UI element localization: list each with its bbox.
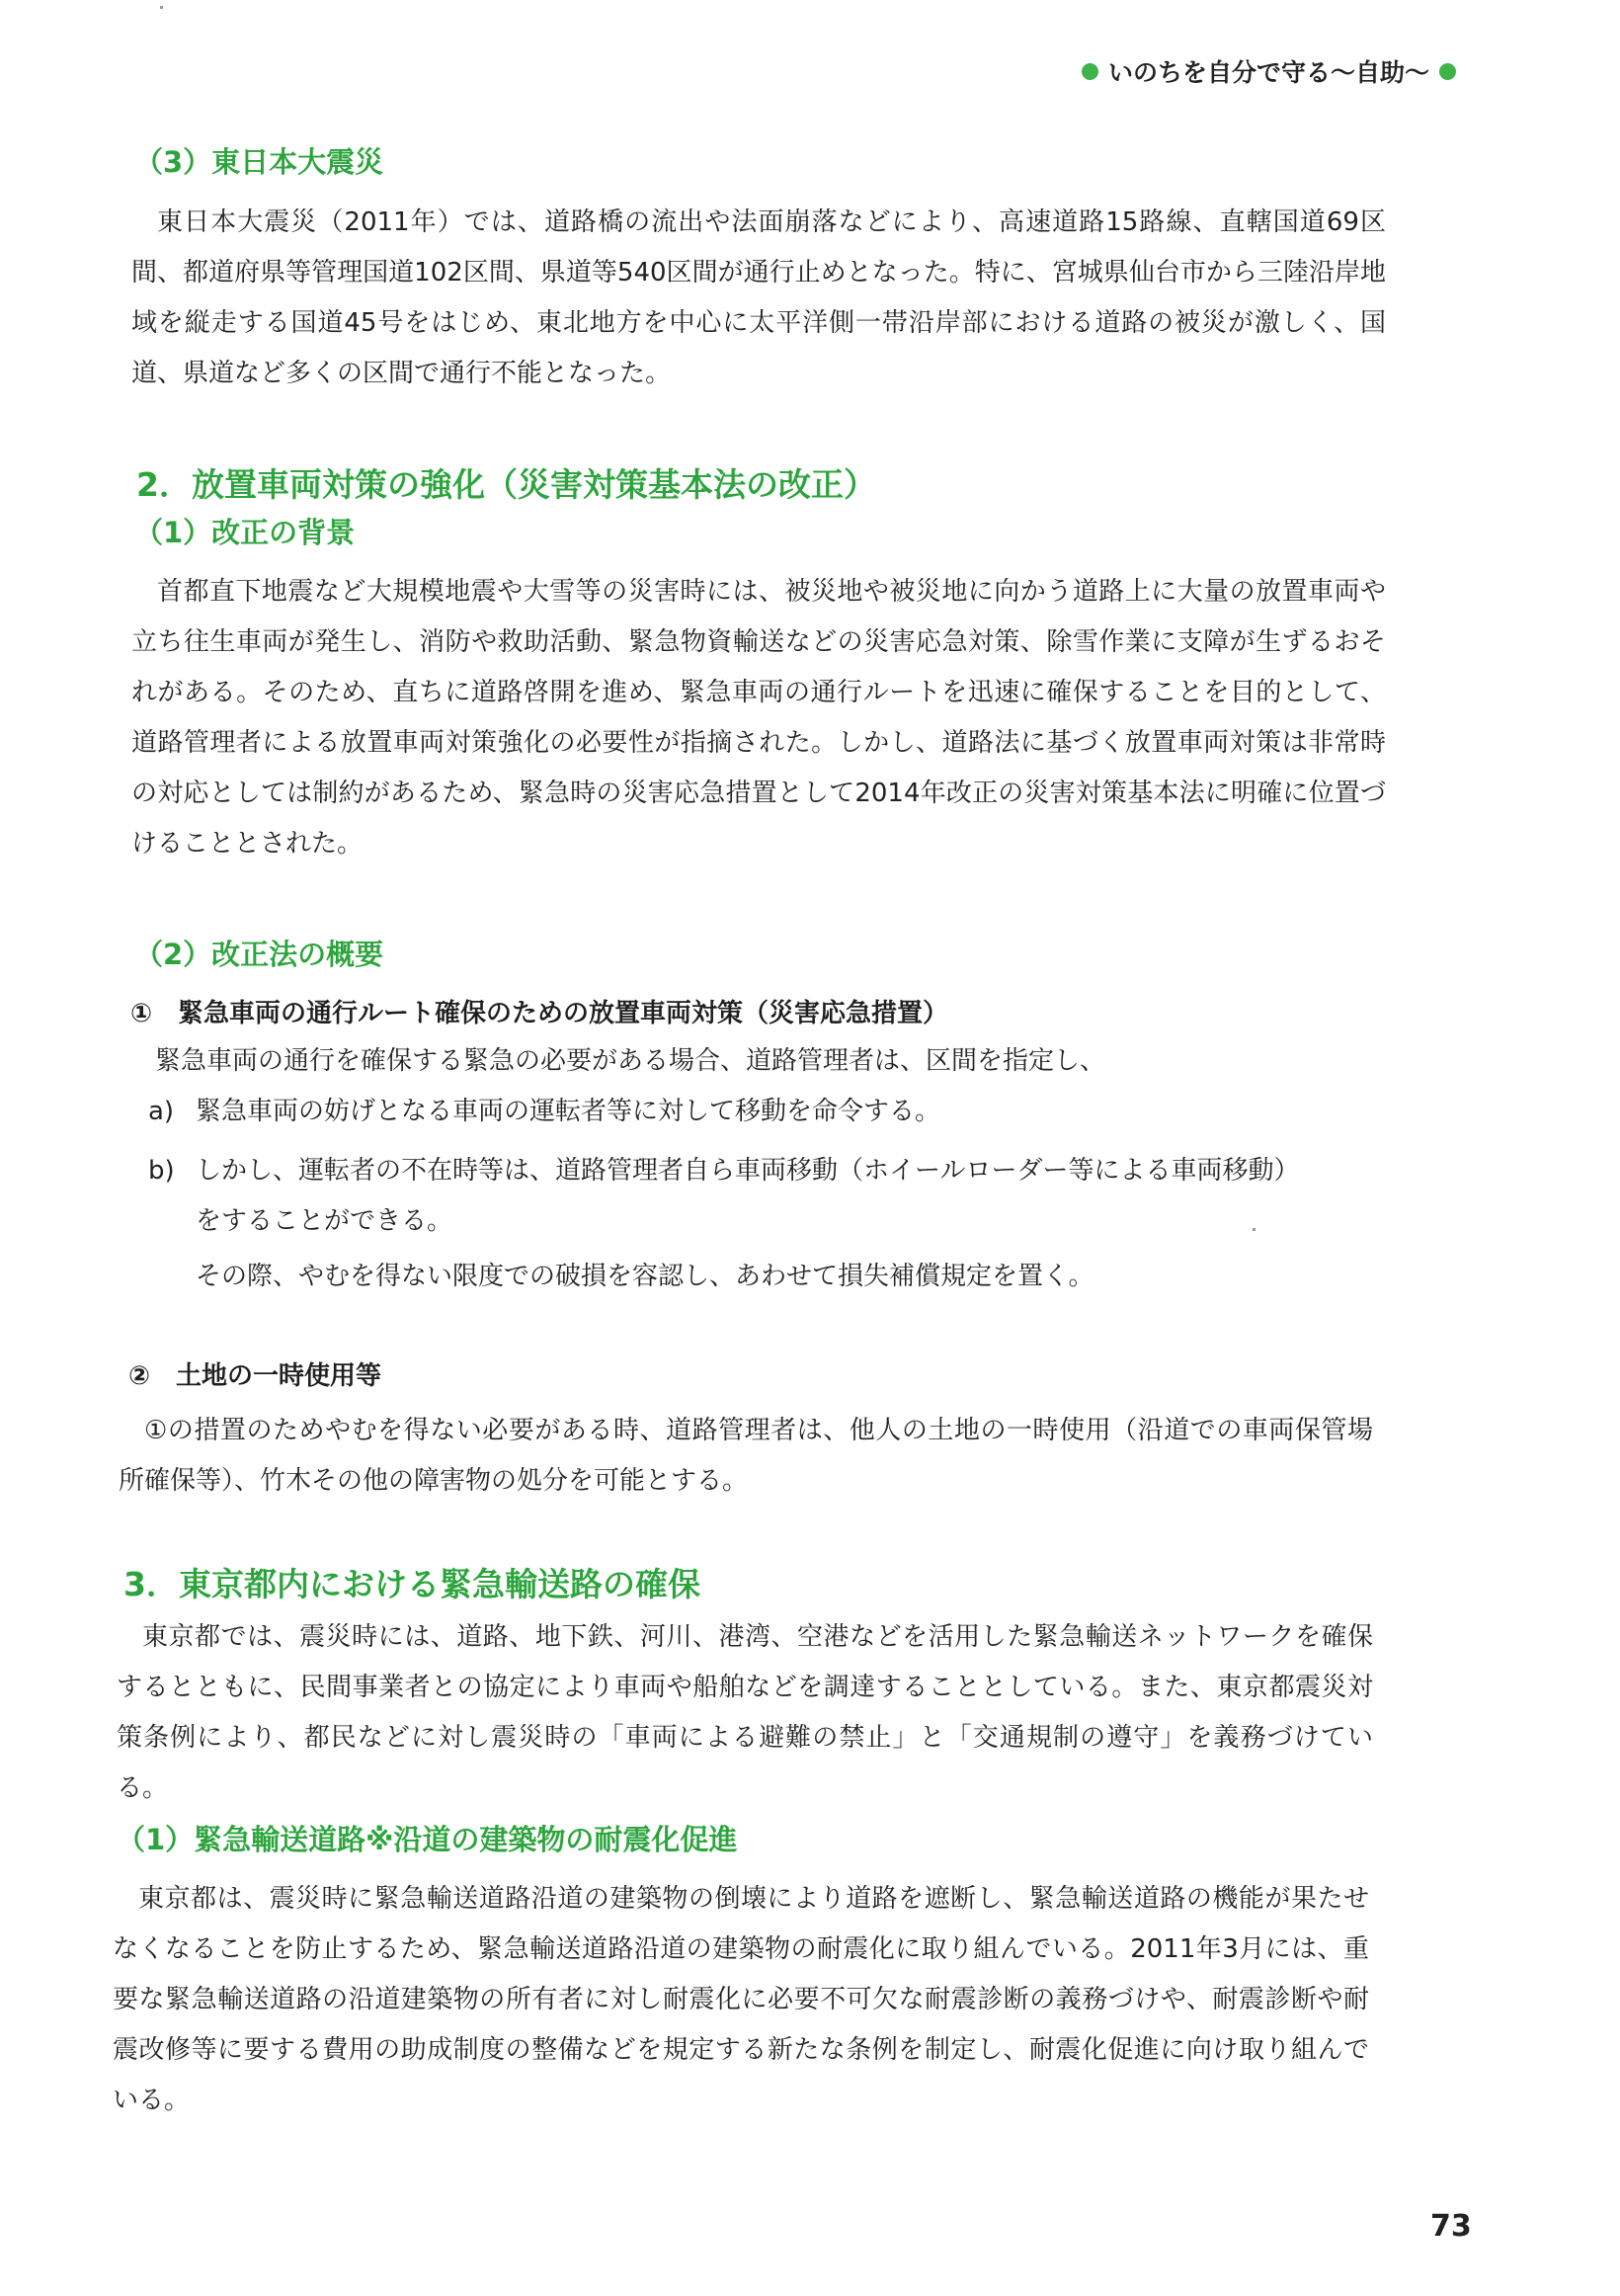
subheading-background: （1）改正の背景: [134, 516, 356, 549]
section-heading-tokyo-routes: 3．東京都内における緊急輸送路の確保: [123, 1565, 700, 1603]
paragraph-seismic-retrofit: 東京都は、震災時に緊急輸送道路沿道の建築物の倒壊により道路を遮断し、緊急輸送道路の機能が果たせなくなることを防止するため、緊急輸送道路沿道の建築物の耐震化に取り組んでいる。2011年3月には、重要な緊急輸送道路の沿道建築物の所有者に対し耐震化に必要不可欠な耐震診断の義務づけや、耐震診断や耐震改修等に要する費用の助成制度の整備などを規定する新たな条例を制定し、耐震化促進に向け取り組んでいる。: [113, 1884, 1369, 2115]
list-marker-a: a): [148, 1097, 175, 1126]
subheading-law-overview: （2）改正法の概要: [134, 938, 384, 971]
scan-speck: [1253, 1228, 1256, 1231]
subheading-seismic-retrofit: （1）緊急輸送道路※沿道の建築物の耐震化促進: [117, 1823, 738, 1856]
paragraph-east-japan: 東日本大震災（2011年）では、道路橋の流出や法面崩落などにより、高速道路15路線、直轄国道69区間、都道府県等管理国道102区間、県道等540区間が通行止めとなった。特に、宮城県仙台市から三陸沿岸地域を縦走する国道45号をはじめ、東北地方を中心に太平洋側一帯沿岸部における道路の被災が激しく、国道、県道など多くの区間で通行不能となった。: [131, 207, 1386, 388]
list-item-a: 緊急車両の妨げとなる車両の運転者等に対して移動を命令する。: [196, 1097, 941, 1126]
item-heading-route-securing: ① 緊急車両の通行ルート確保のための放置車両対策（災害応急措置）: [130, 999, 949, 1028]
list-item-b-line1: しかし、運転者の不在時等は、道路管理者自ら車両移動（ホイールローダー等による車両移動）: [196, 1156, 1300, 1186]
scan-speck: [160, 6, 163, 9]
paragraph-background: 首都直下地震など大規模地震や大雪等の災害時には、被災地や被災地に向かう道路上に大量の放置車両や立ち往生車両が発生し、消防や救助活動、緊急物資輸送などの災害応急対策、除雪作業に支障が生ずるおそれがある。そのため、直ちに道路啓開を進め、緊急車両の通行ルートを迅速に確保することを目的として、道路管理者による放置車両対策強化の必要性が指摘された。しかし、道路法に基づく放置車両対策は非常時の対応としては制約があるため、緊急時の災害応急措置として2014年改正の災害対策基本法に明確に位置づけることとされた。: [131, 577, 1386, 859]
section-heading-abandoned-vehicles: 2．放置車両対策の強化（災害対策基本法の改正）: [136, 465, 876, 504]
item-intro: 緊急車両の通行を確保する緊急の必要がある場合、道路管理者は、区間を指定し、: [155, 1046, 1106, 1076]
list-item-b-line2: をすることができる。: [196, 1206, 453, 1236]
list-marker-b: b): [148, 1156, 175, 1186]
list-item-b-line3: その際、やむを得ない限度での破損を容認し、あわせて損失補償規定を置く。: [196, 1262, 1094, 1291]
running-title: いのちを自分で守る〜自助〜: [1108, 58, 1430, 87]
item-heading-land-use: ② 土地の一時使用等: [128, 1361, 382, 1391]
paragraph-land-use: ①の措置のためやむを得ない必要がある時、道路管理者は、他人の土地の一時使用（沿道での車両保管場所確保等）、竹木その他の障害物の処分を可能とする。: [119, 1416, 1373, 1496]
paragraph-tokyo-routes: 東京都では、震災時には、道路、地下鉄、河川、港湾、空港などを活用した緊急輸送ネットワークを確保するとともに、民間事業者との協定により車両や船舶などを調達することとしている。また、東京都震災対策条例により、都民などに対し震災時の「車両による避難の禁止」と「交通規制の遵守」を義務づけている。: [117, 1622, 1373, 1803]
page-number: 73: [1430, 2209, 1472, 2244]
bullet-dot-icon: [1439, 63, 1456, 80]
section-heading-east-japan: （3）東日本大震災: [134, 145, 384, 179]
bullet-dot-icon: [1082, 63, 1098, 80]
running-header: [1082, 51, 1456, 91]
